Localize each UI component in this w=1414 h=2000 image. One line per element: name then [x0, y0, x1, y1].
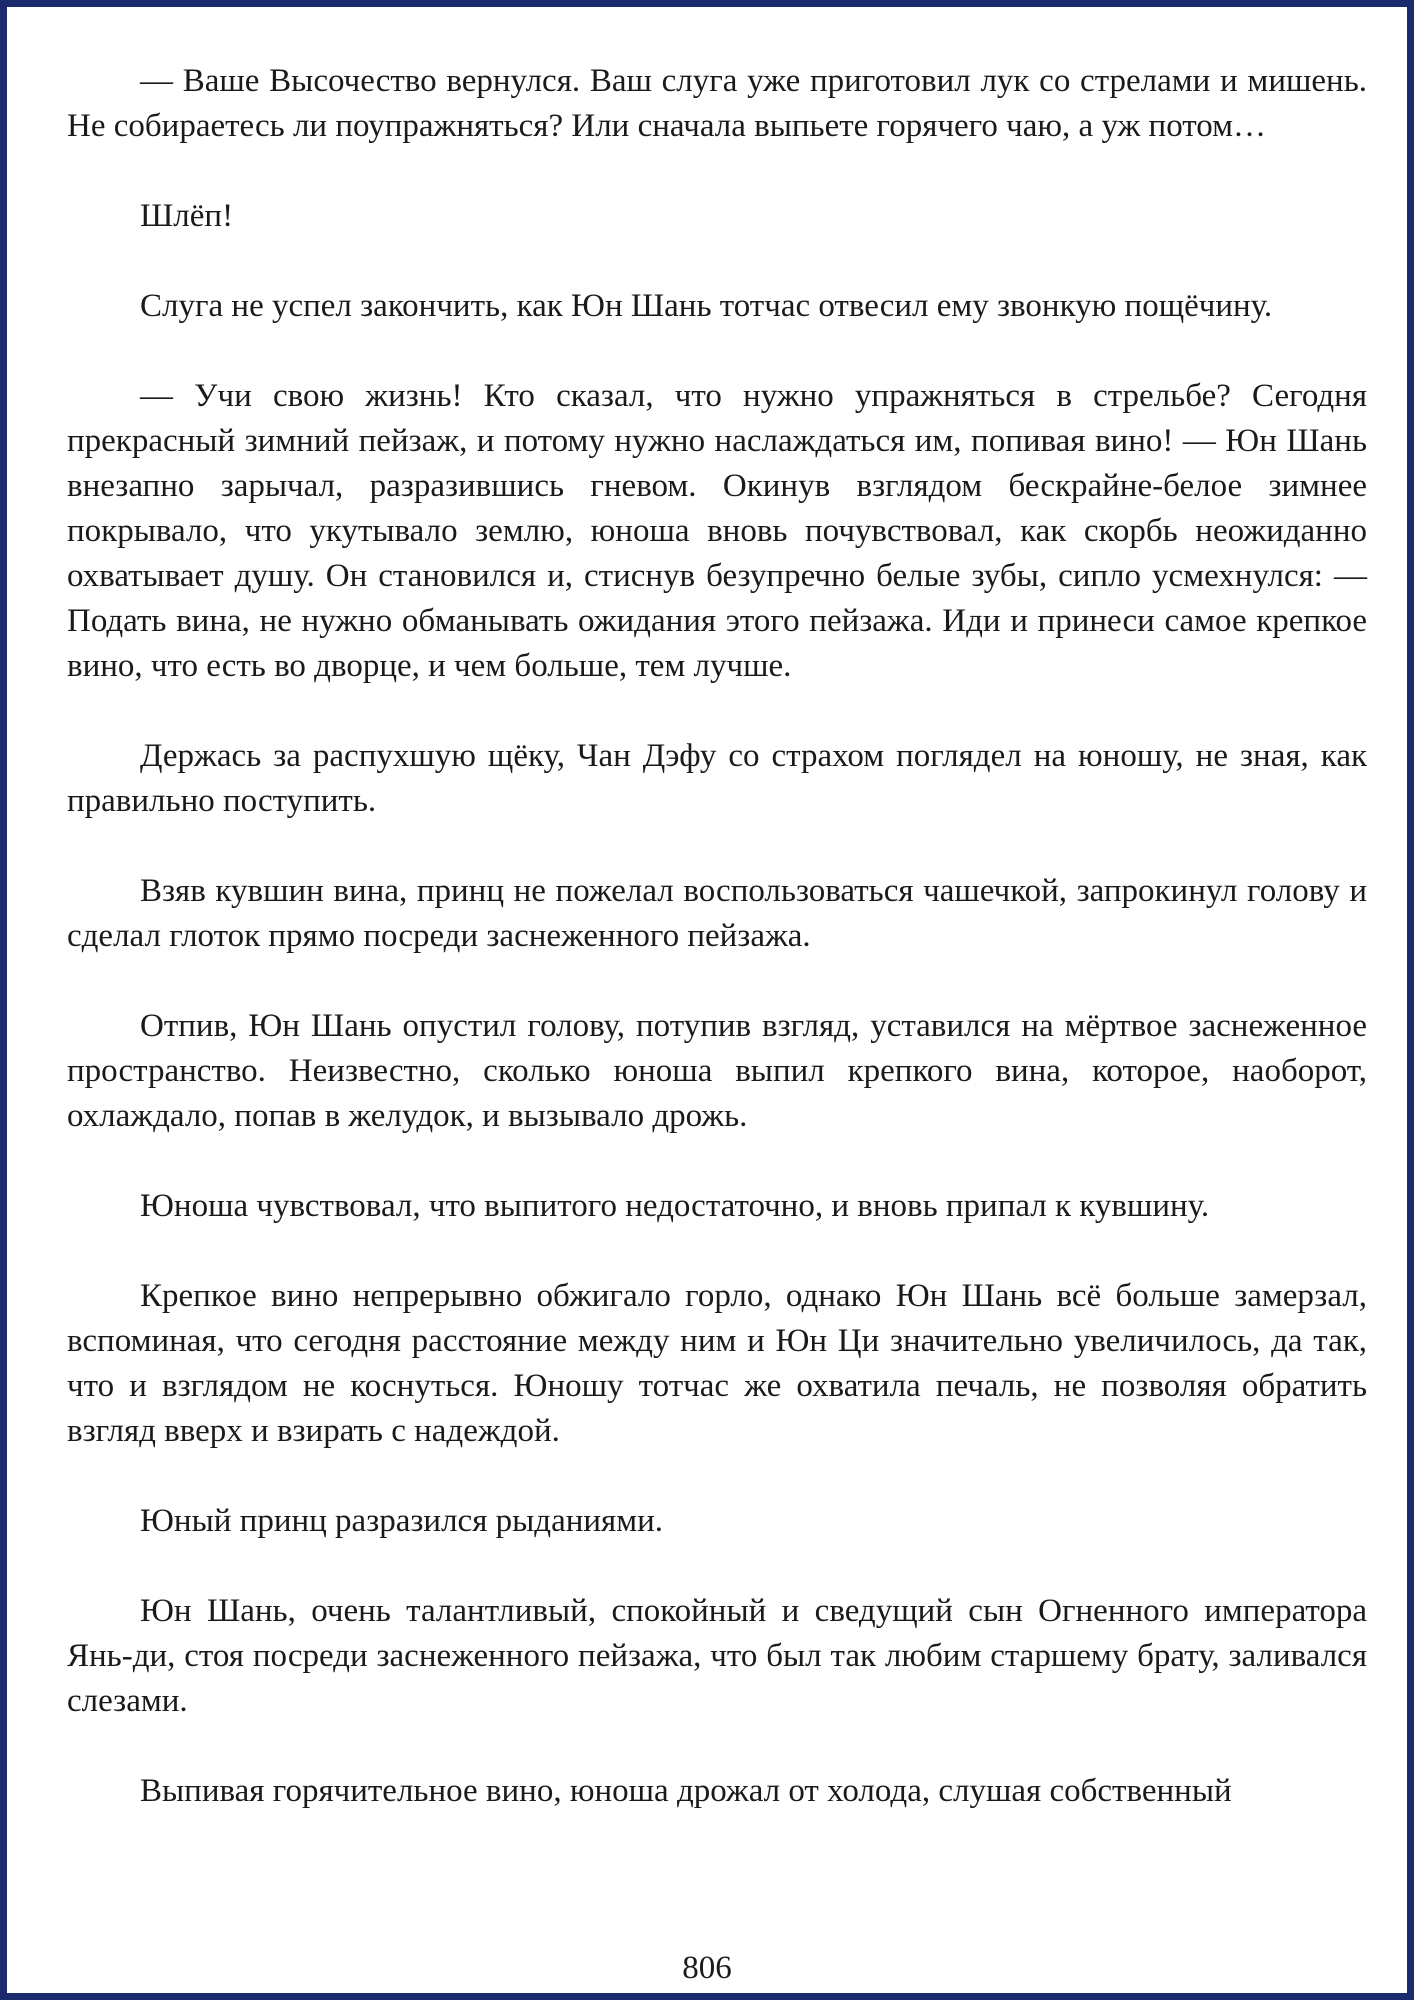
paragraph-10: Юный принц разразился рыданиями. — [140, 1503, 664, 1539]
paragraph-12: Выпивая горячительное вино, юноша дрожал от холода, слушая собственный — [140, 1773, 1232, 1809]
paragraph-7: Отпив, Юн Шань опустил голову, потупив взгляд, уставился на мёртвое заснеженное пространство. Неизвестно, сколько юноша выпил крепкого вина, которое, наоборот, охлаждало, попав в желудок, и вызывало дрожь. — [67, 1008, 1367, 1134]
paragraph-8: Юноша чувствовал, что выпитого недостаточно, и вновь припал к кувшину. — [140, 1188, 1210, 1224]
paragraph-5: Держась за распухшую щёку, Чан Дэфу со страхом поглядел на юношу, не зная, как правильно поступить. — [67, 738, 1367, 819]
paragraph-3: Слуга не успел закончить, как Юн Шань тотчас отвесил ему звонкую пощёчину. — [140, 288, 1273, 324]
document-page — [7, 7, 1407, 1993]
paragraph-1: — Ваше Высочество вернулся. Ваш слуга уже приготовил лук со стрелами и мишень. Не собираетесь ли поупражняться? Или сначала выпьете горячего чаю, а уж потом… — [67, 63, 1367, 144]
paragraph-11: Юн Шань, очень талантливый, спокойный и сведущий сын Огненного императора Янь-ди, стоя посреди заснеженного пейзажа, что был так любим старшему брату, заливался слезами. — [67, 1593, 1367, 1719]
paragraph-2: Шлёп! — [140, 198, 234, 234]
paragraph-4: — Учи свою жизнь! Кто сказал, что нужно упражняться в стрельбе? Сегодня прекрасный зимний пейзаж, и потому нужно наслаждаться им, попивая вино! — Юн Шань внезапно зарычал, разразившись гневом. Окинув взглядом бескрайне-белое зимнее покрывало, что укутывало землю, юноша вновь почувствовал, как скорбь неожиданно охватывает душу. Он становился и, стиснув безупречно белые зубы, сипло усмехнулся: — Подать вина, не нужно обманывать ожидания этого пейзажа. Иди и принеси самое крепкое вино, что есть во дворце, и чем больше, тем лучше. — [67, 378, 1367, 684]
paragraph-6: Взяв кувшин вина, принц не пожелал воспользоваться чашечкой, запрокинул голову и сделал глоток прямо посреди заснеженного пейзажа. — [67, 873, 1367, 954]
paragraph-9: Крепкое вино непрерывно обжигало горло, однако Юн Шань всё больше замерзал, вспоминая, что сегодня расстояние между ним и Юн Ци значительно увеличилось, да так, что и взглядом не коснуться. Юношу тотчас же охватила печаль, не позволяя обратить взгляд вверх и взирать с надеждой. — [67, 1278, 1367, 1449]
body-text — [67, 59, 1367, 1814]
page-number: 806 — [682, 1950, 732, 1986]
